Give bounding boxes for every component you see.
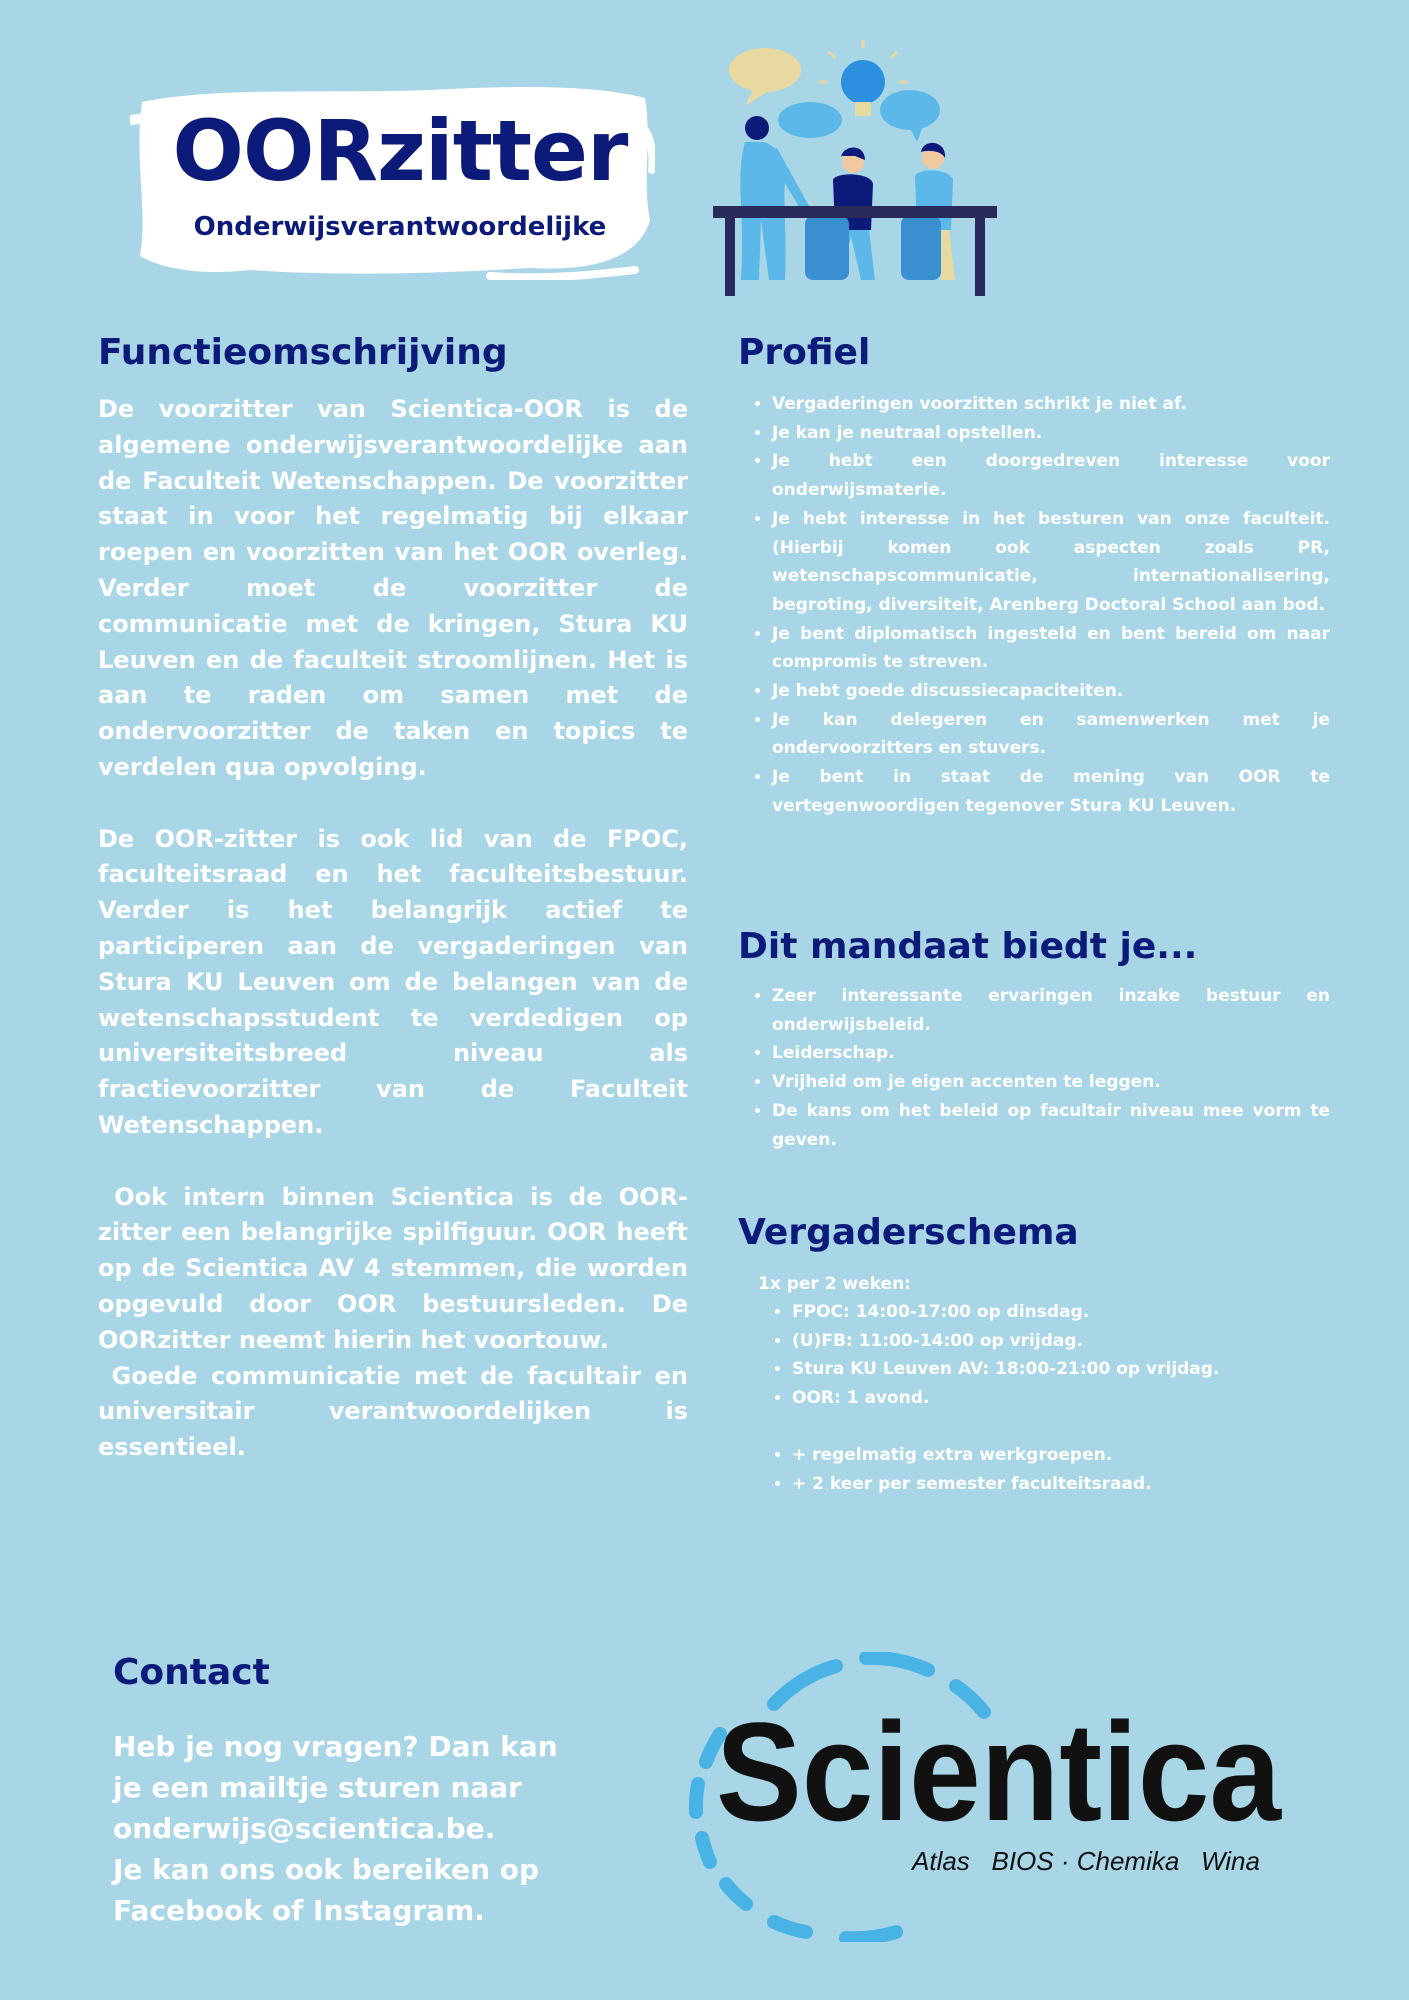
list-item: • (U)FB: 11:00-14:00 op vrijdag. bbox=[792, 1327, 1332, 1356]
contact-line: Facebook of Instagram. bbox=[113, 1894, 485, 1927]
contact-line: Je kan ons ook bereiken op bbox=[113, 1853, 540, 1886]
list-item: • Leiderschap. bbox=[772, 1039, 1330, 1068]
list-item: • Je hebt interesse in het besturen van onze faculteit. (Hierbij komen ook aspecten zoals PR, wetenschapscommunicatie, internationalisering, begroting, diversiteit, Arenberg Doctoral School aan bod. bbox=[772, 505, 1330, 620]
list-item: • Vergaderingen voorzitten schrikt je niet af. bbox=[772, 390, 1330, 419]
list-item: • Je hebt een doorgedreven interesse voor onderwijsmaterie. bbox=[772, 447, 1330, 504]
list-item: • Je bent in staat de mening van OOR te vertegenwoordigen tegenover Stura KU Leuven. bbox=[772, 763, 1330, 820]
contact-email: onderwijs@scientica.be. bbox=[113, 1812, 496, 1845]
contact-line: Heb je nog vragen? Dan kan bbox=[113, 1730, 558, 1763]
vergader-list bbox=[756, 1298, 1332, 1413]
list-item: • Stura KU Leuven AV: 18:00-21:00 op vrijdag. bbox=[792, 1355, 1332, 1384]
meeting-illustration bbox=[705, 40, 1005, 300]
vergader-extra-list bbox=[756, 1441, 1332, 1498]
list-item: • Zeer interessante ervaringen inzake bestuur en onderwijsbeleid. bbox=[772, 982, 1330, 1039]
functie-paragraph: Ook intern binnen Scientica is de OOR-zitter een belangrijke spilfiguur. OOR heeft op de Scientica AV 4 stemmen, die worden opgevuld door OOR bestuursleden. De OORzitter neemt hierin het voortouw. Goede communicatie met de facultair en universitair verantwoordelijken is essentieel. bbox=[98, 1182, 688, 1462]
scientica-logo bbox=[666, 1652, 1336, 1942]
functie-body bbox=[98, 392, 697, 1502]
logo-wordmark: Scientica bbox=[716, 1693, 1283, 1850]
mandaat-list bbox=[736, 982, 1330, 1154]
profiel-heading: Profiel bbox=[738, 332, 871, 373]
list-item: • + regelmatig extra werkgroepen. bbox=[792, 1441, 1332, 1470]
page-title: OORzitter bbox=[172, 102, 628, 200]
list-item: • + 2 keer per semester faculteitsraad. bbox=[792, 1470, 1332, 1499]
vergader-heading: Vergaderschema bbox=[738, 1212, 1079, 1253]
list-item: • Je bent diplomatisch ingesteld en bent bereid om naar compromis te streven. bbox=[772, 620, 1330, 677]
list-item: • Vrijheid om je eigen accenten te leggen. bbox=[772, 1068, 1330, 1097]
functie-heading: Functieomschrijving bbox=[98, 332, 508, 373]
list-item: • Je kan je neutraal opstellen. bbox=[772, 419, 1330, 448]
contact-heading: Contact bbox=[113, 1652, 270, 1693]
list-item: • Je kan delegeren en samenwerken met je ondervoorzitters en stuvers. bbox=[772, 706, 1330, 763]
list-item: • Je hebt goede discussiecapaciteiten. bbox=[772, 677, 1330, 706]
page-subtitle: Onderwijsverantwoordelijke bbox=[193, 212, 607, 242]
functie-paragraph: De OOR-zitter is ook lid van de FPOC, faculteitsraad en het faculteitsbestuur. Verder is het belangrijk actief te participeren aan de vergaderingen van Stura KU Leuven om de belangen van de wetenschapsstudent te verdedigen op universiteitsbreed niveau als fractievoorzitter van de Faculteit Wetenschappen. bbox=[98, 824, 697, 1139]
list-item: • OOR: 1 avond. bbox=[792, 1384, 1332, 1413]
vergader-intro: 1x per 2 weken: bbox=[758, 1274, 911, 1294]
logo-tagline: Atlas BIOS · Chemika Wina bbox=[912, 1846, 1260, 1876]
contact-line: je een mailtje sturen naar bbox=[113, 1771, 522, 1804]
list-item: • De kans om het beleid op facultair niveau mee vorm te geven. bbox=[772, 1097, 1330, 1154]
functie-paragraph: De voorzitter van Scientica-OOR is de algemene onderwijsverantwoordelijke aan de Faculteit Wetenschappen. De voorzitter staat in voor het regelmatig bij elkaar roepen en voorzitten van het OOR overleg. Verder moet de voorzitter de communicatie met de kringen, Stura KU Leuven en de faculteit stroomlijnen. Het is aan te raden om samen met de ondervoorzitter de taken en topics te verdelen qua opvolging. bbox=[98, 395, 697, 781]
mandaat-heading: Dit mandaat biedt je... bbox=[738, 926, 1198, 967]
contact-text bbox=[113, 1726, 583, 1931]
list-item: • FPOC: 14:00-17:00 op dinsdag. bbox=[792, 1298, 1332, 1327]
profiel-list bbox=[736, 390, 1330, 821]
